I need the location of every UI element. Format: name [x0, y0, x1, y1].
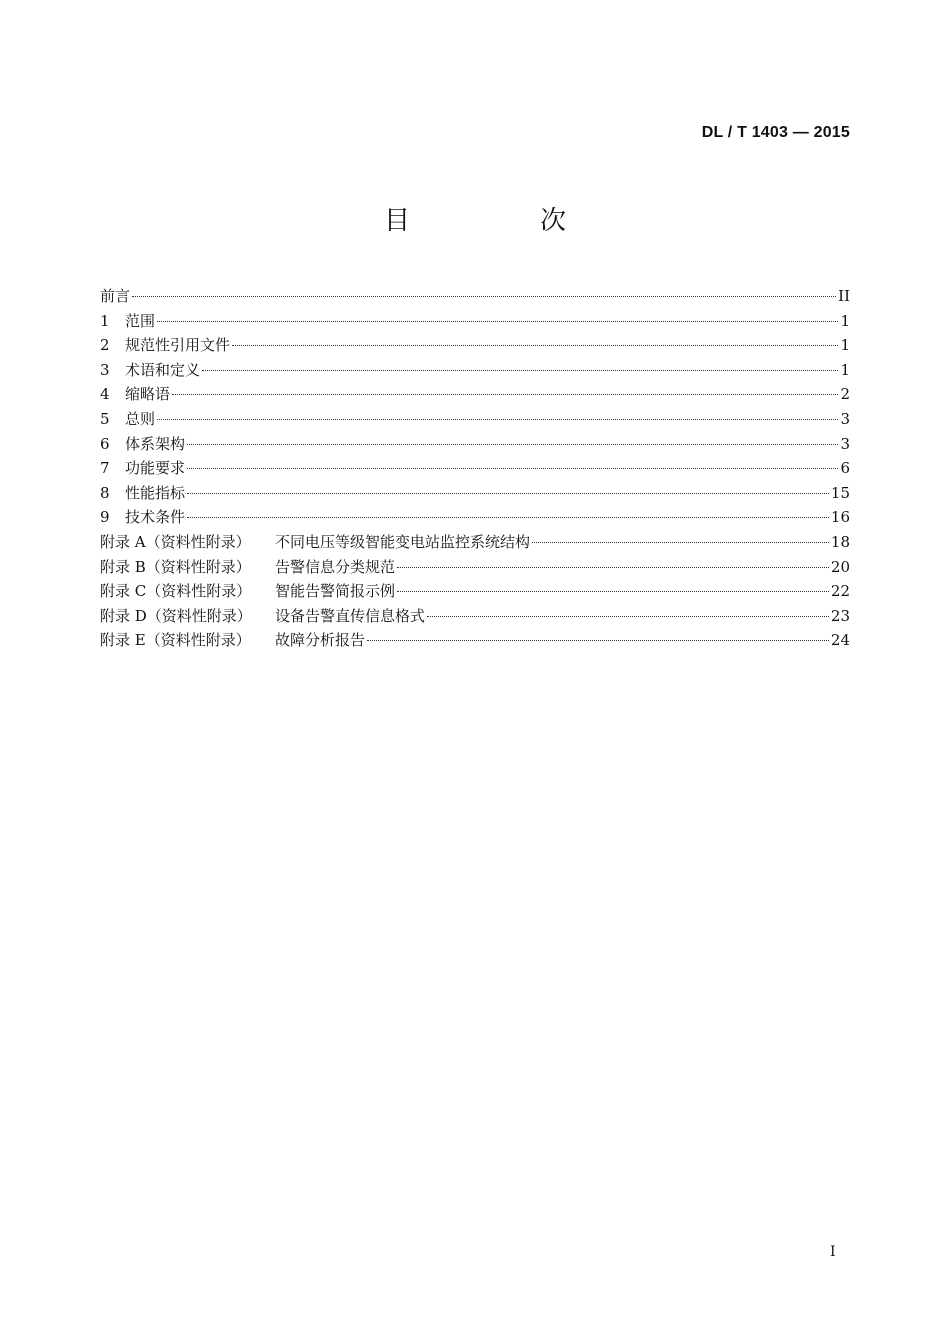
appendix-prefix: 附录 E（资料性附录）: [100, 631, 251, 650]
toc-entry-appendix-e[interactable]: [100, 628, 850, 653]
toc-entry-number: 3: [100, 360, 110, 379]
toc-leader-dots: [187, 493, 829, 494]
toc-entry-number: 4: [100, 385, 110, 404]
toc-entry-page: 1: [840, 311, 850, 330]
appendix-prefix: 附录 B（资料性附录）: [100, 557, 251, 576]
toc-entry-number: 5: [100, 409, 110, 428]
toc-entry-scope[interactable]: [100, 309, 850, 334]
toc-entry-general[interactable]: [100, 407, 850, 432]
toc-entry-label: 告警信息分类规范: [275, 557, 396, 576]
page-number: I: [830, 1244, 836, 1260]
toc-entry-label: 技术条件: [125, 508, 186, 527]
toc-entry-number: 8: [100, 483, 110, 502]
toc-entry-foreword[interactable]: [100, 284, 850, 309]
toc-entry-appendix-a[interactable]: [100, 530, 850, 555]
toc-entry-label: 总则: [125, 409, 156, 428]
toc-entry-page: 2: [840, 385, 850, 404]
toc-entry-terms[interactable]: [100, 358, 850, 383]
toc-leader-dots: [397, 567, 829, 568]
toc-entry-page: 1: [840, 360, 850, 379]
toc-entry-abbreviations[interactable]: [100, 382, 850, 407]
toc-entry-number: 1: [100, 311, 110, 330]
toc-entry-page: 24: [830, 631, 850, 650]
toc-entry-page: 6: [840, 459, 850, 478]
toc-leader-dots: [187, 468, 838, 469]
toc-leader-dots: [367, 640, 829, 641]
toc-leader-dots: [202, 370, 838, 371]
toc-entry-page: 3: [840, 409, 850, 428]
standard-code: DL / T 1403 — 2015: [701, 124, 850, 141]
toc-entry-appendix-c[interactable]: [100, 579, 850, 604]
toc-entry-appendix-b[interactable]: [100, 555, 850, 580]
toc-entry-page: 20: [830, 557, 850, 576]
toc-entry-label: 术语和定义: [125, 360, 201, 379]
toc-leader-dots: [232, 345, 838, 346]
toc-entry-page: 15: [830, 483, 850, 502]
toc-leader-dots: [157, 321, 838, 322]
toc-entry-architecture[interactable]: [100, 432, 850, 457]
toc-entry-appendix-d[interactable]: [100, 604, 850, 629]
toc-entry-number: 6: [100, 434, 110, 453]
toc-entry-label: 体系架构: [125, 434, 186, 453]
toc-entry-number: 9: [100, 508, 110, 527]
toc-entry-page: 18: [830, 532, 850, 551]
toc-entry-page: 3: [840, 434, 850, 453]
toc-leader-dots: [532, 542, 829, 543]
toc-entry-label: 前言: [100, 287, 131, 305]
toc-leader-dots: [187, 444, 838, 445]
toc-entry-number: 7: [100, 459, 110, 478]
page-title: 目 次: [383, 206, 618, 236]
toc-entry-label: 功能要求: [125, 459, 186, 478]
toc-leader-dots: [427, 616, 829, 617]
toc-entry-label: 缩略语: [125, 385, 171, 404]
toc-leader-dots: [187, 517, 829, 518]
toc-entry-label: 智能告警简报示例: [275, 582, 396, 601]
toc-leader-dots: [172, 394, 838, 395]
toc-entry-normative-references[interactable]: [100, 333, 850, 358]
toc-entry-technical-conditions[interactable]: [100, 505, 850, 530]
toc-leader-dots: [397, 591, 829, 592]
appendix-prefix: 附录 A（资料性附录）: [100, 532, 251, 551]
toc-entry-label: 故障分析报告: [275, 631, 366, 650]
toc-entry-number: 2: [100, 336, 110, 355]
toc-entry-page: 1: [840, 336, 850, 355]
toc-leader-dots: [157, 419, 838, 420]
appendix-prefix: 附录 D（资料性附录）: [100, 606, 252, 625]
toc-entry-label: 范围: [125, 311, 156, 330]
toc-entry-page: 16: [830, 508, 850, 527]
toc-entry-performance[interactable]: [100, 481, 850, 506]
toc-entry-label: 设备告警直传信息格式: [275, 606, 426, 625]
appendix-prefix: 附录 C（资料性附录）: [100, 582, 252, 601]
toc-entry-label: 不同电压等级智能变电站监控系统结构: [275, 532, 531, 551]
toc-entry-functional-requirements[interactable]: [100, 456, 850, 481]
toc-entry-page: 22: [830, 582, 850, 601]
toc-entry-label: 性能指标: [125, 483, 186, 502]
toc-entry-label: 规范性引用文件: [125, 336, 231, 355]
toc-entry-page: 23: [830, 606, 850, 625]
table-of-contents: [100, 284, 850, 653]
toc-leader-dots: [132, 296, 836, 297]
toc-entry-page: II: [838, 287, 850, 305]
